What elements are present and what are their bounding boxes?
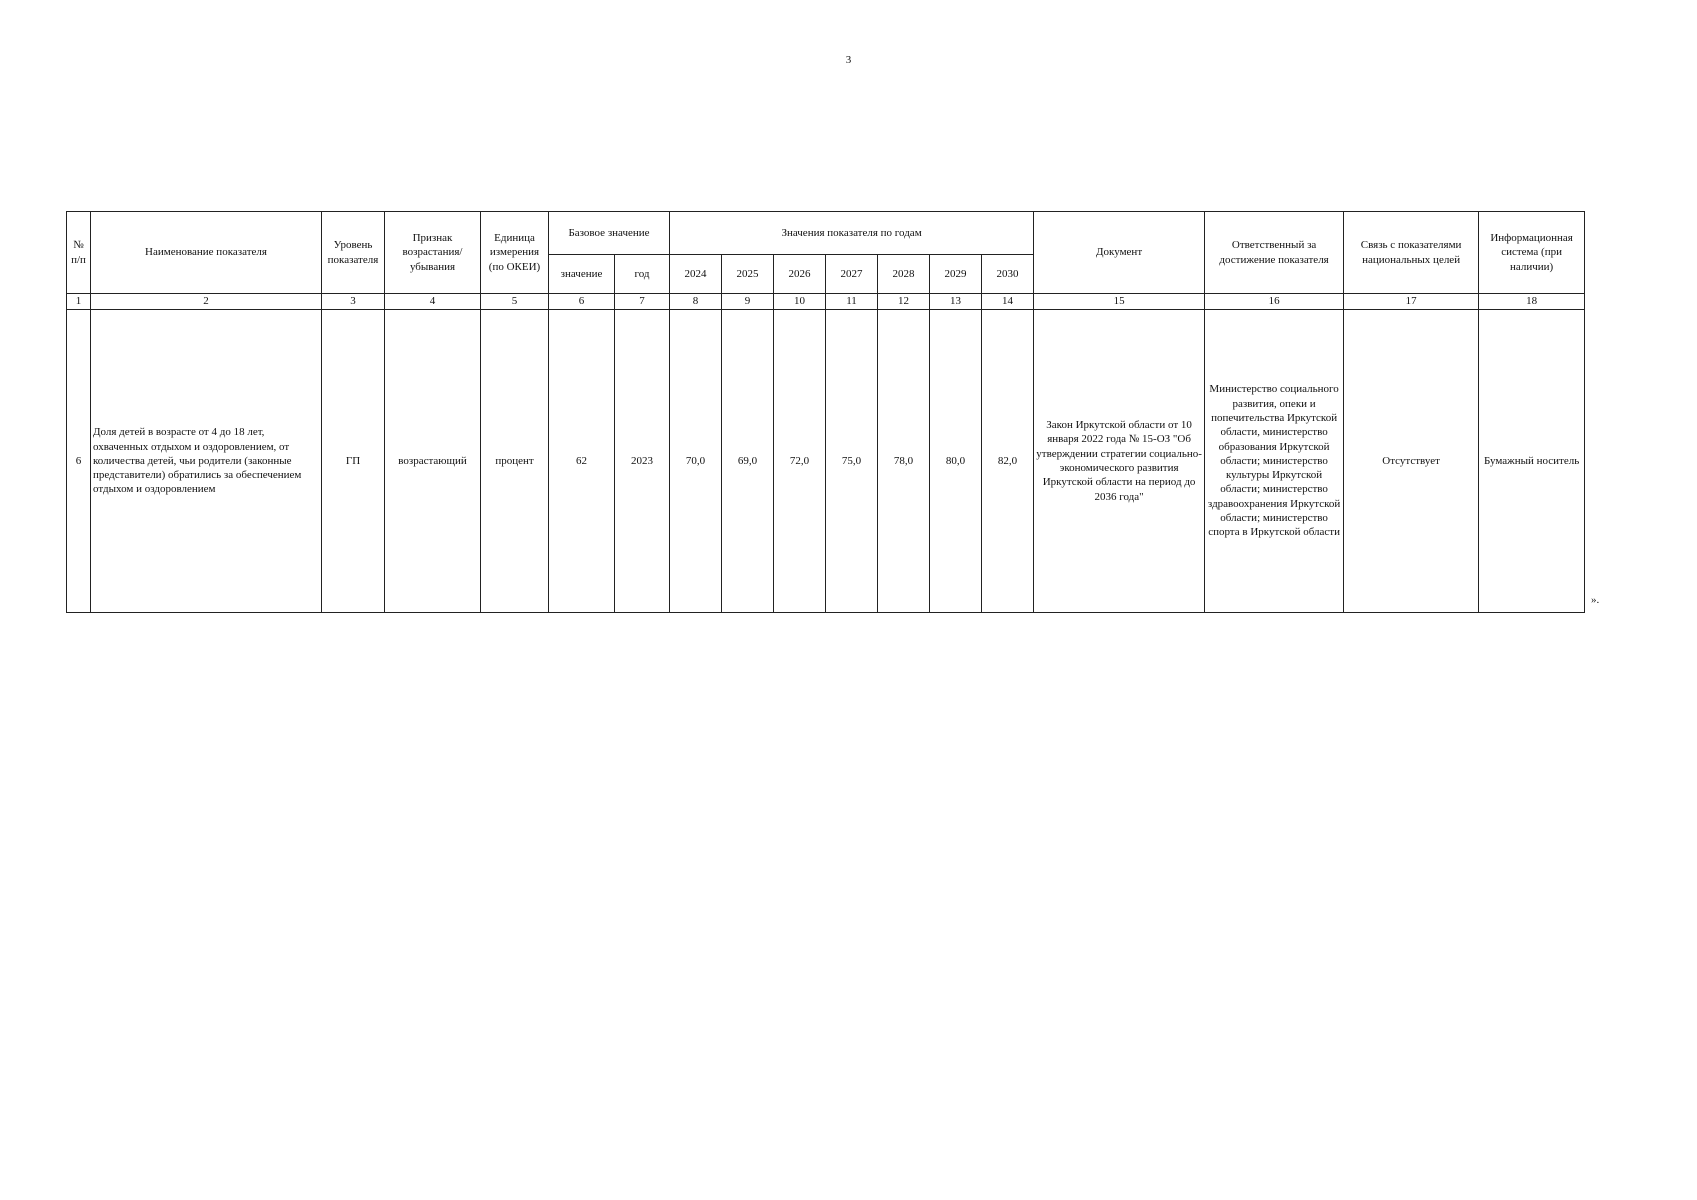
header-base-year: год — [615, 255, 670, 294]
cell-document: Закон Иркутской области от 10 января 2022 года № 15-ОЗ "Об утверждении стратегии социально-экономического развития Иркутской области на период до 2036 года" — [1034, 310, 1205, 613]
header-unit: Единица измерения (по ОКЕИ) — [481, 212, 549, 294]
column-number: 15 — [1034, 294, 1205, 310]
header-year-2024: 2024 — [670, 255, 722, 294]
column-number: 17 — [1344, 294, 1479, 310]
cell-name: Доля детей в возрасте от 4 до 18 лет, охваченных отдыхом и оздоровлением, от количества детей, чьи родители (законные представители) обратились за обеспечением отдыхом и оздоровлением — [91, 310, 322, 613]
column-number: 1 — [67, 294, 91, 310]
cell-link: Отсутствует — [1344, 310, 1479, 613]
column-number: 7 — [615, 294, 670, 310]
column-number: 12 — [878, 294, 930, 310]
cell-value-2025: 69,0 — [722, 310, 774, 613]
cell-value-2026: 72,0 — [774, 310, 826, 613]
page-number: 3 — [845, 54, 852, 66]
cell-info-system: Бумажный носитель — [1479, 310, 1585, 613]
header-year-2025: 2025 — [722, 255, 774, 294]
header-year-2026: 2026 — [774, 255, 826, 294]
header-responsible: Ответственный за достижение показателя — [1205, 212, 1344, 294]
header-base-group: Базовое значение — [549, 212, 670, 255]
column-number: 8 — [670, 294, 722, 310]
column-number-row — [67, 294, 1585, 310]
cell-trend: возрастающий — [385, 310, 481, 613]
column-number: 4 — [385, 294, 481, 310]
header-trend: Признак возрастания/убывания — [385, 212, 481, 294]
column-number: 18 — [1479, 294, 1585, 310]
cell-responsible: Министерство социального развития, опеки и попечительства Иркутской области, министерство образования Иркутской области; министерство культуры Иркутской области; министерство здравоохранения Иркутской области; министерство спорта в Иркутской области — [1205, 310, 1344, 613]
header-year-2030: 2030 — [982, 255, 1034, 294]
header-link: Связь с показателями национальных целей — [1344, 212, 1479, 294]
cell-unit: процент — [481, 310, 549, 613]
column-number: 6 — [549, 294, 615, 310]
cell-level: ГП — [322, 310, 385, 613]
cell-value-2027: 75,0 — [826, 310, 878, 613]
column-number: 5 — [481, 294, 549, 310]
header-num: № п/п — [67, 212, 91, 294]
cell-value-2024: 70,0 — [670, 310, 722, 613]
cell-base-year: 2023 — [615, 310, 670, 613]
cell-value-2030: 82,0 — [982, 310, 1034, 613]
closing-quote-mark: ». — [1591, 594, 1600, 606]
cell-num: 6 — [67, 310, 91, 613]
column-number: 16 — [1205, 294, 1344, 310]
column-number: 3 — [322, 294, 385, 310]
header-document: Документ — [1034, 212, 1205, 294]
header-info-system: Информационная система (при наличии) — [1479, 212, 1585, 294]
column-number: 14 — [982, 294, 1034, 310]
header-row-top — [67, 212, 1585, 255]
column-number: 11 — [826, 294, 878, 310]
header-level: Уровень показателя — [322, 212, 385, 294]
column-number: 9 — [722, 294, 774, 310]
table-row — [67, 310, 1585, 613]
cell-value-2028: 78,0 — [878, 310, 930, 613]
header-year-2029: 2029 — [930, 255, 982, 294]
header-year-2028: 2028 — [878, 255, 930, 294]
column-number: 2 — [91, 294, 322, 310]
cell-value-2029: 80,0 — [930, 310, 982, 613]
header-year-2027: 2027 — [826, 255, 878, 294]
cell-base-value: 62 — [549, 310, 615, 613]
indicators-table — [66, 211, 1585, 613]
header-years-group: Значения показателя по годам — [670, 212, 1034, 255]
header-base-value: значение — [549, 255, 615, 294]
column-number: 10 — [774, 294, 826, 310]
header-name: Наименование показателя — [91, 212, 322, 294]
column-number: 13 — [930, 294, 982, 310]
